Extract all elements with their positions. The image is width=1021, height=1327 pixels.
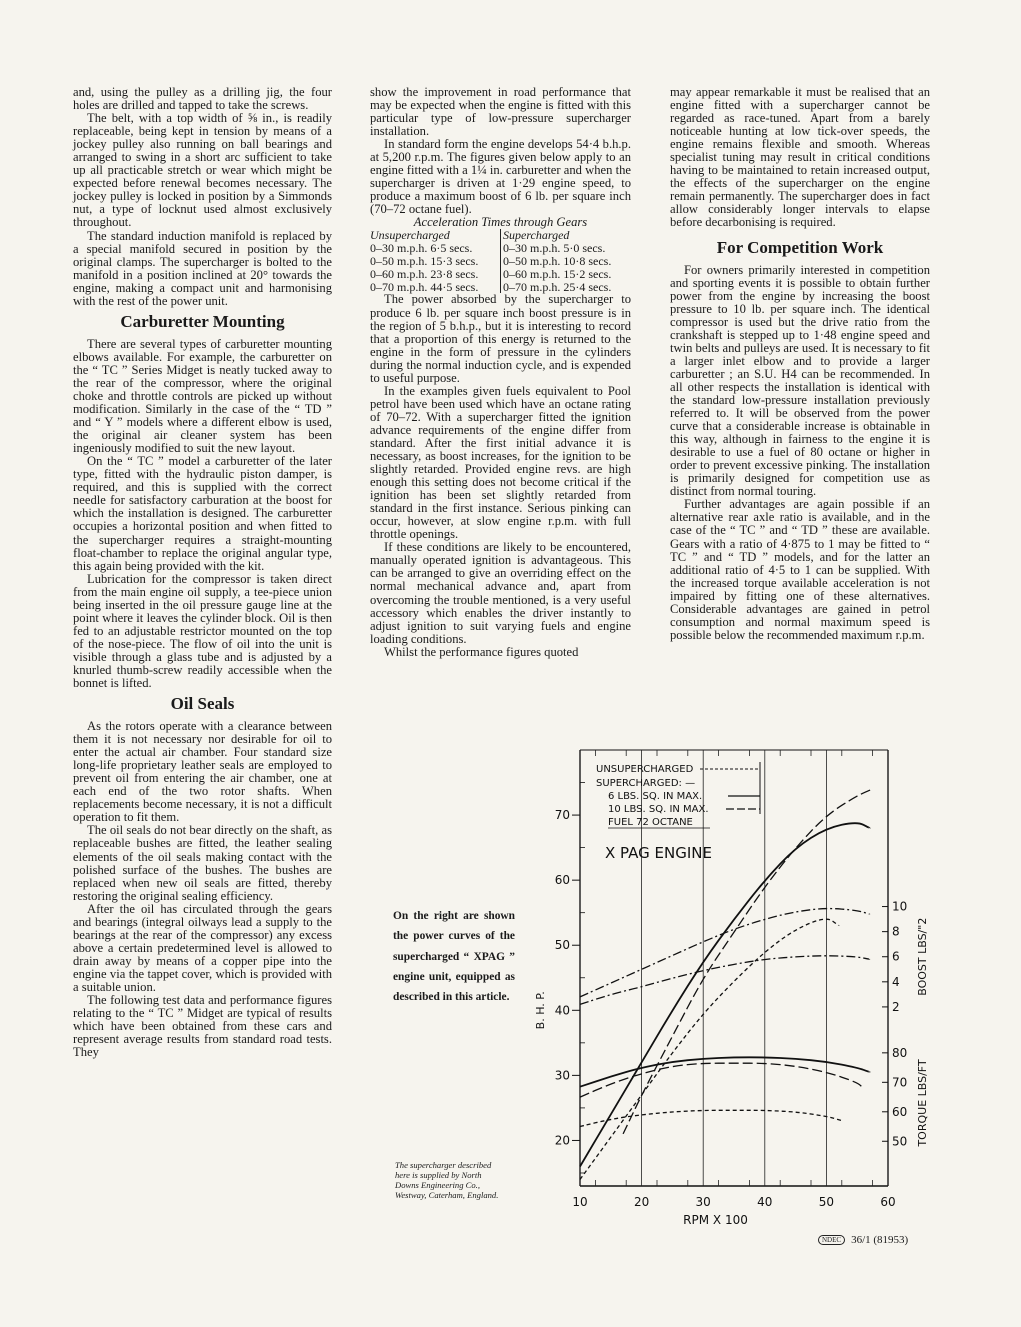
y-axis-label-torque: TORQUE LBS/FT	[916, 1059, 929, 1147]
page-reference-number: 36/1 (81953)	[851, 1234, 909, 1246]
paragraph: There are several types of carburetter mounting elbows available. For example, the carburetter on the “ TC ” Series Midget is neatly tucked away to the rear of the compressor, where the original choke and throttle controls are picked up without modification. Similarly in the case of the “ TD ” and “ Y ” models where a different elbow is used, the original air cleaner system has been ingeniously modified to suit the new layout.	[73, 336, 332, 456]
bhp-tick-label: 50	[554, 938, 570, 953]
paragraph: Lubrication for the compressor is taken direct from the main engine oil supply, a tee-piece union being inserted in the oil pressure gauge line at the point where it leaves the cylinder block. Oil is then fed to an adjustable restrictor mounted on the top of the nose-piece. The flow of oil into the unit is visible through a glass tube and is adjusted by a knurled thumb-screw readily accessible when the bonnet is lifted.	[73, 571, 332, 691]
text-column-right	[670, 86, 930, 642]
paragraph: Whilst the performance figures quoted	[384, 644, 579, 659]
legend-entry: 6 LBS. SQ. IN MAX.	[608, 791, 703, 802]
x-tick-label: 60	[880, 1195, 896, 1209]
torque-tick-label: 50	[892, 1134, 908, 1149]
paragraph: Further advantages are again possible if an alternative rear axle ratio is available, and in the case of the “ TC ” and “ TD ” these are available. Gears with a ratio of 4·875 to 1 may be fitted to “ TC ” and “ TD ” models, and for the latter an additional ratio of 4·5 to 1 can be supplied. With the increased torque available acceleration is not impaired by fitting one of these alternatives. Considerable advantages are gained in petrol consumption and normal maximum speed is possible below the recommended maximum r.p.m.	[670, 497, 930, 642]
paragraph: The following test data and performance figures relating to the “ TC ” Midget are typical of results which have been obtained from these cars and represent average results from standard road tests. They	[73, 993, 332, 1060]
paragraph: The standard induction manifold is replaced by a special manifold secured in position by the original clamps. The supercharger is bolted to the manifold in a position inclined at 20° towards the engine, making a compact unit and harmonising with the rest of the power unit.	[73, 228, 332, 308]
boost-tick-label: 2	[892, 999, 900, 1014]
x-tick-label: 40	[757, 1195, 773, 1209]
paragraph: In standard form the engine develops 54·4 b.h.p. at 5,200 r.p.m. The figures given below apply to an engine fitted with a 1¼ in. carburetter and when the supercharger is driven at 1·29 engine speed, to produce a maximum boost of 6 lb. per square inch (70–72 octane fuel).	[370, 137, 631, 217]
paragraph: The oil seals do not bear directly on the shaft, as replaceable bushes are fitted, the leather sealing elements of the oil seals making contact with the polished surface of the bushes. The bushes are replaced when new oil seals are fitted, thereby restoring the original sealing efficiency.	[73, 823, 332, 903]
series-line-torque-dash	[580, 1110, 842, 1126]
paragraph: show the improvement in road performance that may be expected when the engine is fitted with this particular type of low-pressure supercharger installation.	[370, 85, 631, 139]
publisher-logo-icon: NDEC	[818, 1235, 845, 1245]
bhp-tick-label: 30	[554, 1068, 570, 1083]
table-cell: 0–50 m.p.h. 10·8 secs.	[503, 254, 612, 269]
x-axis-label: RPM X 100	[683, 1213, 748, 1227]
x-tick-label: 20	[633, 1195, 650, 1209]
series-line-bhp-dash	[580, 919, 839, 1179]
boost-tick-label: 8	[892, 924, 900, 939]
table-cell: 0–30 m.p.h. 5·0 secs.	[503, 241, 606, 256]
paragraph: and, using the pulley as a drilling jig, the four holes are drilled and tapped to take the screws.	[73, 85, 332, 113]
table-row	[370, 255, 631, 268]
paragraph: If these conditions are likely to be encountered, manually operated ignition is advantageous. This can be arranged to give an overriding effect on the normal mechanical advance and, apart from overcoming the trouble mentioned, is a very useful accessory which enables the driver instantly to adjust ignition to suit varying fuels and engine loading conditions.	[370, 540, 631, 646]
legend-entry: UNSUPERCHARGED	[596, 764, 694, 775]
text-column-left	[73, 86, 332, 1059]
page-reference	[818, 1234, 908, 1246]
legend-entry: 10 LBS. SQ. IN MAX.	[608, 804, 709, 815]
table-cell: 0–50 m.p.h. 15·3 secs.	[370, 255, 501, 268]
legend-entry: FUEL 72 OCTANE	[608, 817, 693, 828]
y-axis-label-bhp: B. H. P.	[534, 991, 547, 1030]
paragraph: After the oil has circulated through the gears and bearings (integral oilways lead a supply to the bearings at the rear of the compressor) any excess above a certain predetermined level is allowed to drain away by means of a copper pipe into the engine via the tappet cover, which is provided with a suitable union.	[73, 901, 332, 994]
table-cell: 0–70 m.p.h. 25·4 secs.	[503, 279, 612, 294]
chart-title: X PAG ENGINE	[605, 844, 712, 862]
x-tick-label: 10	[572, 1195, 588, 1209]
boost-tick-label: 4	[892, 974, 900, 989]
power-curve-chart	[520, 744, 940, 1234]
y-axis-label-boost: BOOST LBS/"2	[916, 917, 929, 996]
paragraph: For owners primarily interested in competition and sporting events it is possible to obtain further power from the engine by increasing the boost pressure to 10 lb. per square inch. The identical compressor is used but the drive ratio from the crankshaft is stepped up to 1·48 engine speed and twin belts and pulleys are used. It is necessary to fit a larger inlet elbow and to provide a larger carburetter ; an S.U. H4 can be recommended. In all other respects the installation is identical with the standard low-pressure installation previously referred to. It will be observed from the power curve that a considerable increase is obtainable in this way, although in fairness to the engine it is desirable to use a fuel of 80 octane or higher in order to prevent excessive pinking. The installation is primarily designed for competition use as distinct from normal touring.	[670, 262, 930, 499]
table-cell: 0–60 m.p.h. 15·2 secs.	[503, 266, 612, 281]
torque-tick-label: 70	[892, 1075, 908, 1090]
paragraph: In the examples given fuels equivalent to Pool petrol have been used which have an octane rating of 70–72. With a supercharger fitted the ignition advance requirements of the engine differ from standard. After the first initial advance it is necessary, as boost increases, for the ignition to be slightly retarded. Provided engine revs. are high enough this setting does not become critical if the ignition has been set slightly retarded from standard in the first instance. Serious pinking can occur, however, at slow engine r.p.m. with full throttle openings.	[370, 383, 631, 542]
table-header: Supercharged	[503, 228, 570, 243]
boost-tick-label: 10	[892, 899, 908, 914]
bhp-tick-label: 40	[554, 1003, 570, 1018]
table-cell: 0–60 m.p.h. 23·8 secs.	[370, 268, 501, 281]
chart-caption: On the right are shown the power curves of the supercharged “ XPAG ” engine unit, equipped as described in this article.	[393, 910, 515, 1004]
paragraph: The belt, with a top width of ⅝ in., is readily replaceable, being kept in tension by means of a jockey pulley also running on ball bearings and arranged to swing in a short arc sufficient to take up all practicable stretch or wear which might be expected before renewal becomes necessary. The jockey pulley is locked in position by a Simmonds nut, a type of locknut used almost exclusively throughout.	[73, 111, 332, 230]
table-cell: 0–70 m.p.h. 44·5 secs.	[370, 281, 501, 294]
bhp-tick-label: 20	[554, 1133, 570, 1148]
series-line-torque-longdash	[580, 1063, 863, 1097]
acceleration-table-title: Acceleration Times through Gears	[413, 215, 588, 230]
supplier-credit: The supercharger described here is supplied by North Downs Engineering Co., Westway, Caterham, England.	[395, 1160, 499, 1200]
paragraph: The power absorbed by the supercharger to produce 6 lb. per square inch boost pressure is in the region of 5 b.h.p., but it is interesting to record that a proportion of this energy is returned to the engine in the form of pressure in the cylinders during the normal induction cycle, and is expended to useful purpose.	[370, 292, 631, 385]
section-heading-competition-work: For Competition Work	[716, 237, 884, 257]
boost-tick-label: 6	[892, 949, 900, 964]
paragraph: may appear remarkable it must be realised that an engine fitted with a supercharger cannot be regarded as race-tuned. Apart from a barely noticeable hunting at low tick-over speeds, the engine remains flexible and smooth. Whereas specialist tuning may result in critical conditions having to be maintained to retain increased output, the effects of the supercharger on the engine remain permanently. The supercharger does in fact allow considerably longer intervals to elapse before decarbonising is required.	[670, 85, 930, 230]
bhp-tick-label: 60	[554, 873, 570, 888]
x-tick-label: 30	[695, 1195, 711, 1209]
paragraph: On the “ TC ” model a carburetter of the later type, fitted with the hydraulic piston damper, is required, and this is supplied with the correct needle for satisfactory carburation at the boost for which the installation is designed. The carburetter occupies a horizontal position and when fitted to the supercharger requires a straight-mounting float-chamber to replace the original angular type, this again being provided with the kit.	[73, 454, 332, 573]
table-cell: 0–30 m.p.h. 6·5 secs.	[370, 242, 501, 255]
acceleration-table	[370, 229, 631, 293]
torque-tick-label: 60	[892, 1104, 908, 1119]
legend-entry: SUPERCHARGED: —	[596, 778, 696, 789]
section-heading-oil-seals: Oil Seals	[170, 694, 235, 714]
text-column-middle	[370, 86, 631, 659]
paragraph: As the rotors operate with a clearance between them it is not necessary nor desirable for oil to enter the actual air chamber. Four standard size long-life proprietary leather seals are employed to prevent oil from entering the air chamber, one at each end of the two rotor shafts. When replacements become necessary, it is not a difficult operation to fit them.	[73, 719, 332, 825]
x-tick-label: 50	[818, 1195, 835, 1209]
bhp-tick-label: 70	[554, 808, 570, 823]
table-header: Unsupercharged	[370, 229, 501, 242]
table-row	[370, 268, 631, 281]
torque-tick-label: 80	[892, 1045, 908, 1060]
section-heading-carburetter-mounting: Carburetter Mounting	[120, 311, 285, 331]
